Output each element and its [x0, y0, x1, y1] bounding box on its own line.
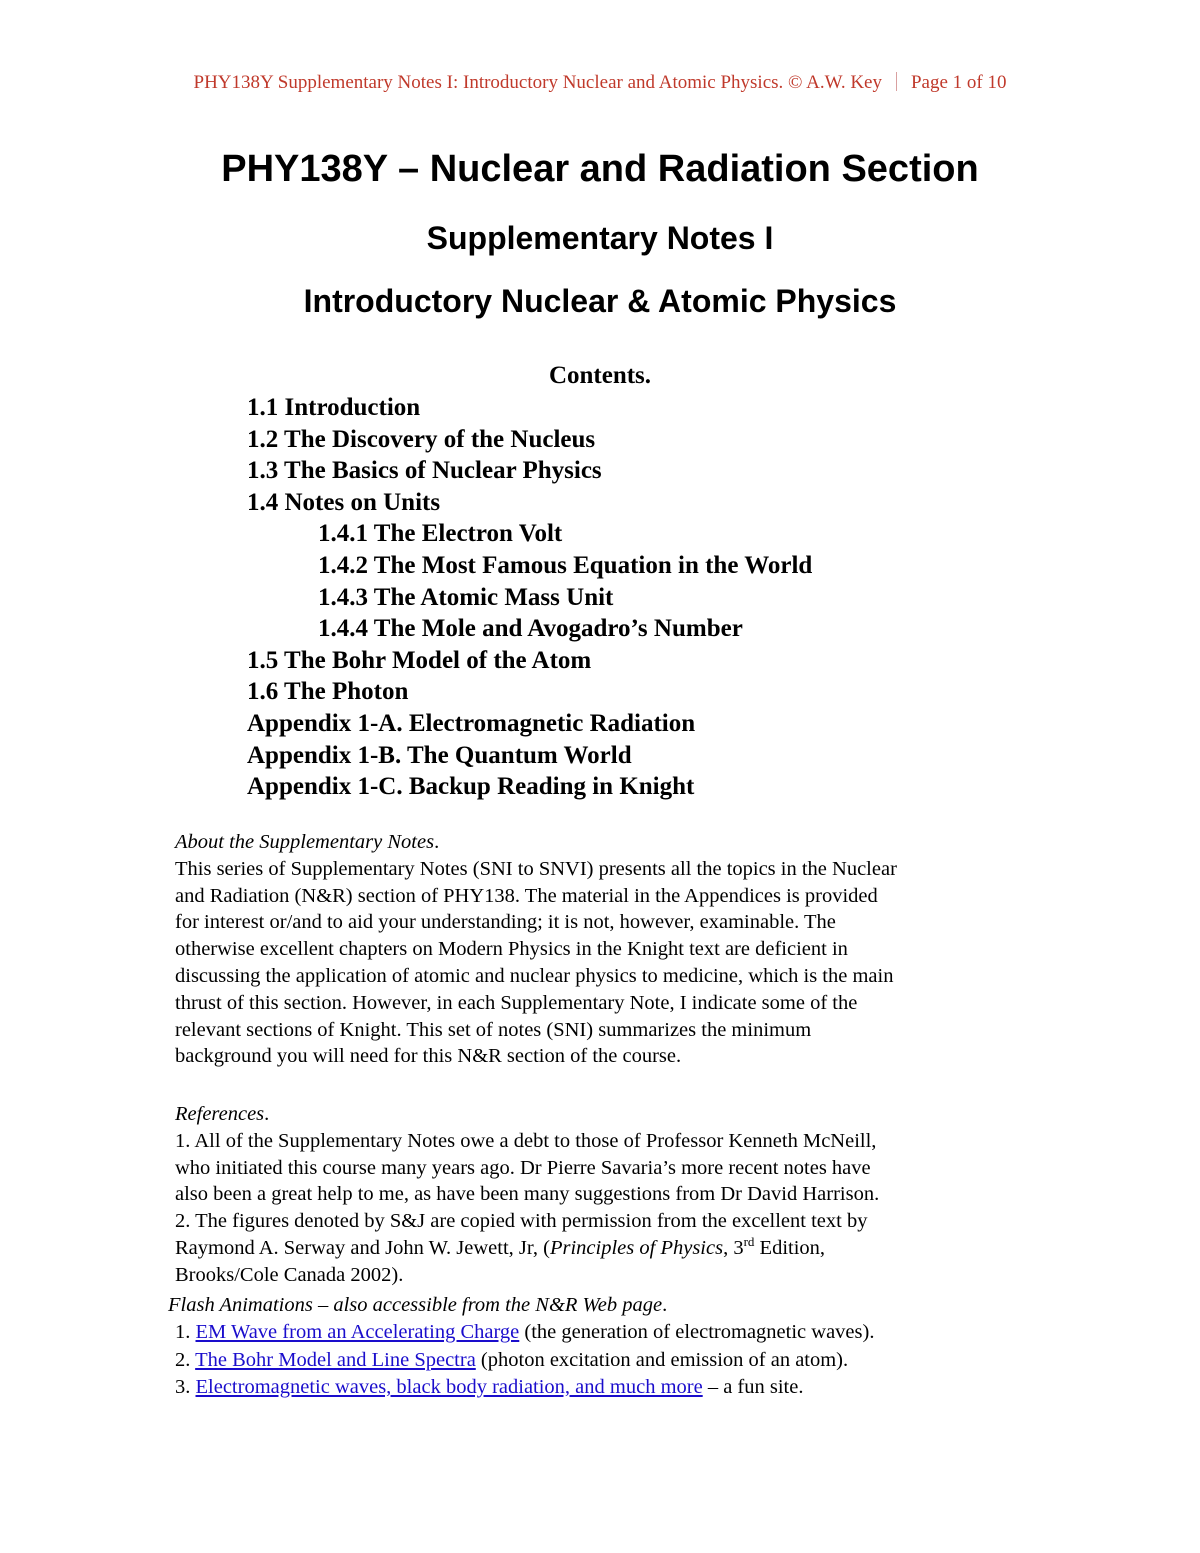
references-heading: References.	[175, 1103, 270, 1125]
reference-line: also been a great help to me, as have been many suggestions from Dr David Harrison.	[175, 1183, 880, 1206]
reference-line: Brooks/Cole Canada 2002).	[175, 1263, 404, 1286]
flash-animations-section	[168, 1292, 1048, 1401]
about-line: discussing the application of atomic and nuclear physics to medicine, which is the main	[175, 964, 894, 987]
toc-item: Appendix 1-C. Backup Reading in Knight	[247, 773, 695, 801]
header-text: PHY138Y Supplementary Notes I: Introductory Nuclear and Atomic Physics. © A.W. Key	[193, 72, 882, 93]
about-line: This series of Supplementary Notes (SNI to SNVI) presents all the topics in the Nuclear	[175, 857, 897, 880]
document-subtitle: Supplementary Notes I	[426, 220, 774, 256]
about-line: otherwise excellent chapters on Modern Physics in the Knight text are deficient in	[175, 938, 848, 961]
flash-item: 2. The Bohr Model and Line Spectra (photon excitation and emission of an atom).	[175, 1348, 849, 1371]
page-header	[0, 72, 1200, 94]
flash-item: 1. EM Wave from an Accelerating Charge (the generation of electromagnetic waves).	[175, 1321, 875, 1344]
references-section	[175, 1101, 1035, 1289]
flash-item: 3. Electromagnetic waves, black body radiation, and much more – a fun site.	[175, 1375, 804, 1398]
reference-line: 2. The figures denoted by S&J are copied with permission from the excellent text by	[175, 1210, 868, 1233]
about-section	[175, 829, 1035, 1070]
about-line: for interest or/and to aid your understanding; it is not, however, examinable. The	[175, 911, 836, 934]
reference-line: who initiated this course many years ago. Dr Pierre Savaria’s more recent notes have	[175, 1156, 871, 1179]
page-number: Page 1 of 10	[910, 72, 1007, 93]
about-line: background you will need for this N&R section of the course.	[175, 1045, 682, 1068]
toc-item: Appendix 1-B. The Quantum World	[247, 741, 632, 769]
toc-subitem: 1.4.3 The Atomic Mass Unit	[318, 583, 614, 611]
bohr-model-link[interactable]: The Bohr Model and Line Spectra	[195, 1348, 476, 1371]
about-heading: About the Supplementary Notes.	[175, 831, 440, 853]
toc-item: 1.6 The Photon	[247, 678, 409, 706]
toc-item: Appendix 1-A. Electromagnetic Radiation	[247, 709, 696, 737]
toc-subitem: 1.4.4 The Mole and Avogadro’s Number	[318, 615, 743, 643]
toc-subitem: 1.4.1 The Electron Volt	[318, 520, 563, 548]
toc-subitem: 1.4.2 The Most Famous Equation in the World	[318, 551, 813, 579]
toc-item: 1.1 Introduction	[247, 394, 421, 421]
toc-item: 1.2 The Discovery of the Nucleus	[247, 425, 596, 453]
em-waves-site-link[interactable]: Electromagnetic waves, black body radiation, and much more	[195, 1375, 703, 1398]
about-line: relevant sections of Knight. This set of notes (SNI) summarizes the minimum	[175, 1018, 812, 1041]
toc-item: 1.4 Notes on Units	[247, 488, 441, 516]
book-title: Principles of Physics	[549, 1236, 724, 1259]
reference-line: 1. All of the Supplementary Notes owe a debt to those of Professor Kenneth McNeill,	[175, 1129, 877, 1152]
about-line: and Radiation (N&R) section of PHY138. The material in the Appendices is provided	[175, 884, 878, 907]
about-line: thrust of this section. However, in each Supplementary Note, I indicate some of the	[175, 991, 858, 1014]
toc-item: 1.3 The Basics of Nuclear Physics	[247, 457, 602, 485]
flash-heading: Flash Animations – also accessible from the N&R Web page.	[168, 1294, 668, 1316]
reference-citation: Raymond A. Serway and John W. Jewett, Jr, (Principles of Physics, 3rd Edition,	[175, 1234, 826, 1259]
table-of-contents	[247, 392, 812, 803]
header-divider	[896, 72, 897, 91]
document-title: PHY138Y – Nuclear and Radiation Section	[221, 148, 979, 190]
document-topic: Introductory Nuclear & Atomic Physics	[303, 283, 897, 319]
toc-item: 1.5 The Bohr Model of the Atom	[247, 646, 592, 674]
contents-heading: Contents.	[548, 362, 652, 389]
em-wave-link[interactable]: EM Wave from an Accelerating Charge	[195, 1321, 520, 1344]
